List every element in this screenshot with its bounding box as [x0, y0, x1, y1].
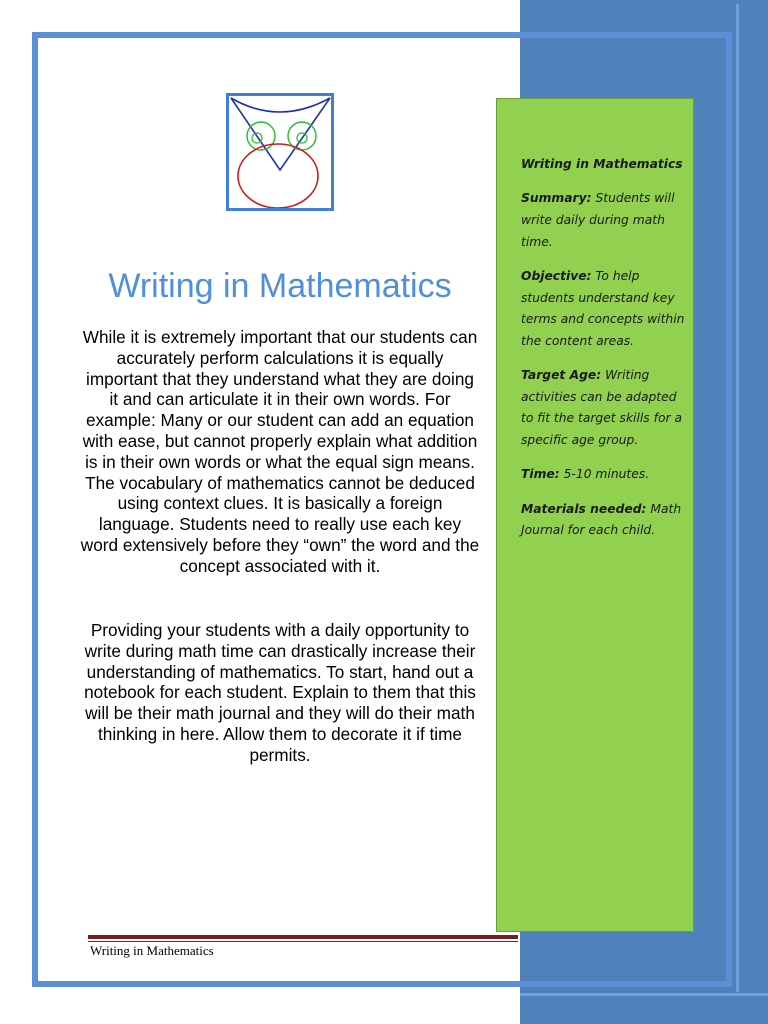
- owl-logo-icon: [226, 93, 334, 211]
- summary-sidebar-panel: [496, 98, 694, 932]
- sidebar-materials: Materials needed: Math Journal for each child.: [521, 501, 682, 538]
- footer-title: Writing in Mathematics: [90, 943, 214, 958]
- border-accent-vertical: [736, 4, 739, 992]
- border-accent-horizontal: [520, 993, 768, 996]
- sidebar-objective: Objective: To help students understand key terms and concepts within the content areas.: [521, 268, 685, 348]
- footer-rule: [88, 935, 518, 939]
- page-title: Writing in Mathematics: [108, 267, 452, 305]
- sidebar-heading: Writing in Mathematics: [521, 157, 683, 171]
- sidebar-summary: Summary: Students will write daily during math time.: [521, 191, 675, 249]
- body-paragraph-1: While it is extremely important that our students can accurately perform calculations it is equally important that they understand what they are doing it and can articulate it in their own words. For example: Many or our student can add an equation with ease, but cannot properly explain what addition is in their own words or what the equal sign means. The vocabulary of mathematics cannot be deduced using context clues. It is basically a foreign language. Students need to really use each key word extensively before they “own” the word and the concept associated with it.: [80, 327, 480, 576]
- body-paragraph-2: Providing your students with a daily opportunity to write during math time can drastically increase their understanding of mathematics. To start, hand out a notebook for each student. Explain to them that this will be their math journal and they will do their math thinking in here. Allow them to decorate it if time permits.: [84, 620, 476, 765]
- footer-rule-thin: [88, 941, 518, 942]
- owl-drawing: [229, 96, 331, 208]
- sidebar-target-age: Target Age: Writing activities can be adapted to fit the target skills for a specific age group.: [521, 368, 682, 447]
- summary-sidebar-content: [521, 154, 686, 555]
- sidebar-time: Time: 5-10 minutes.: [521, 467, 650, 482]
